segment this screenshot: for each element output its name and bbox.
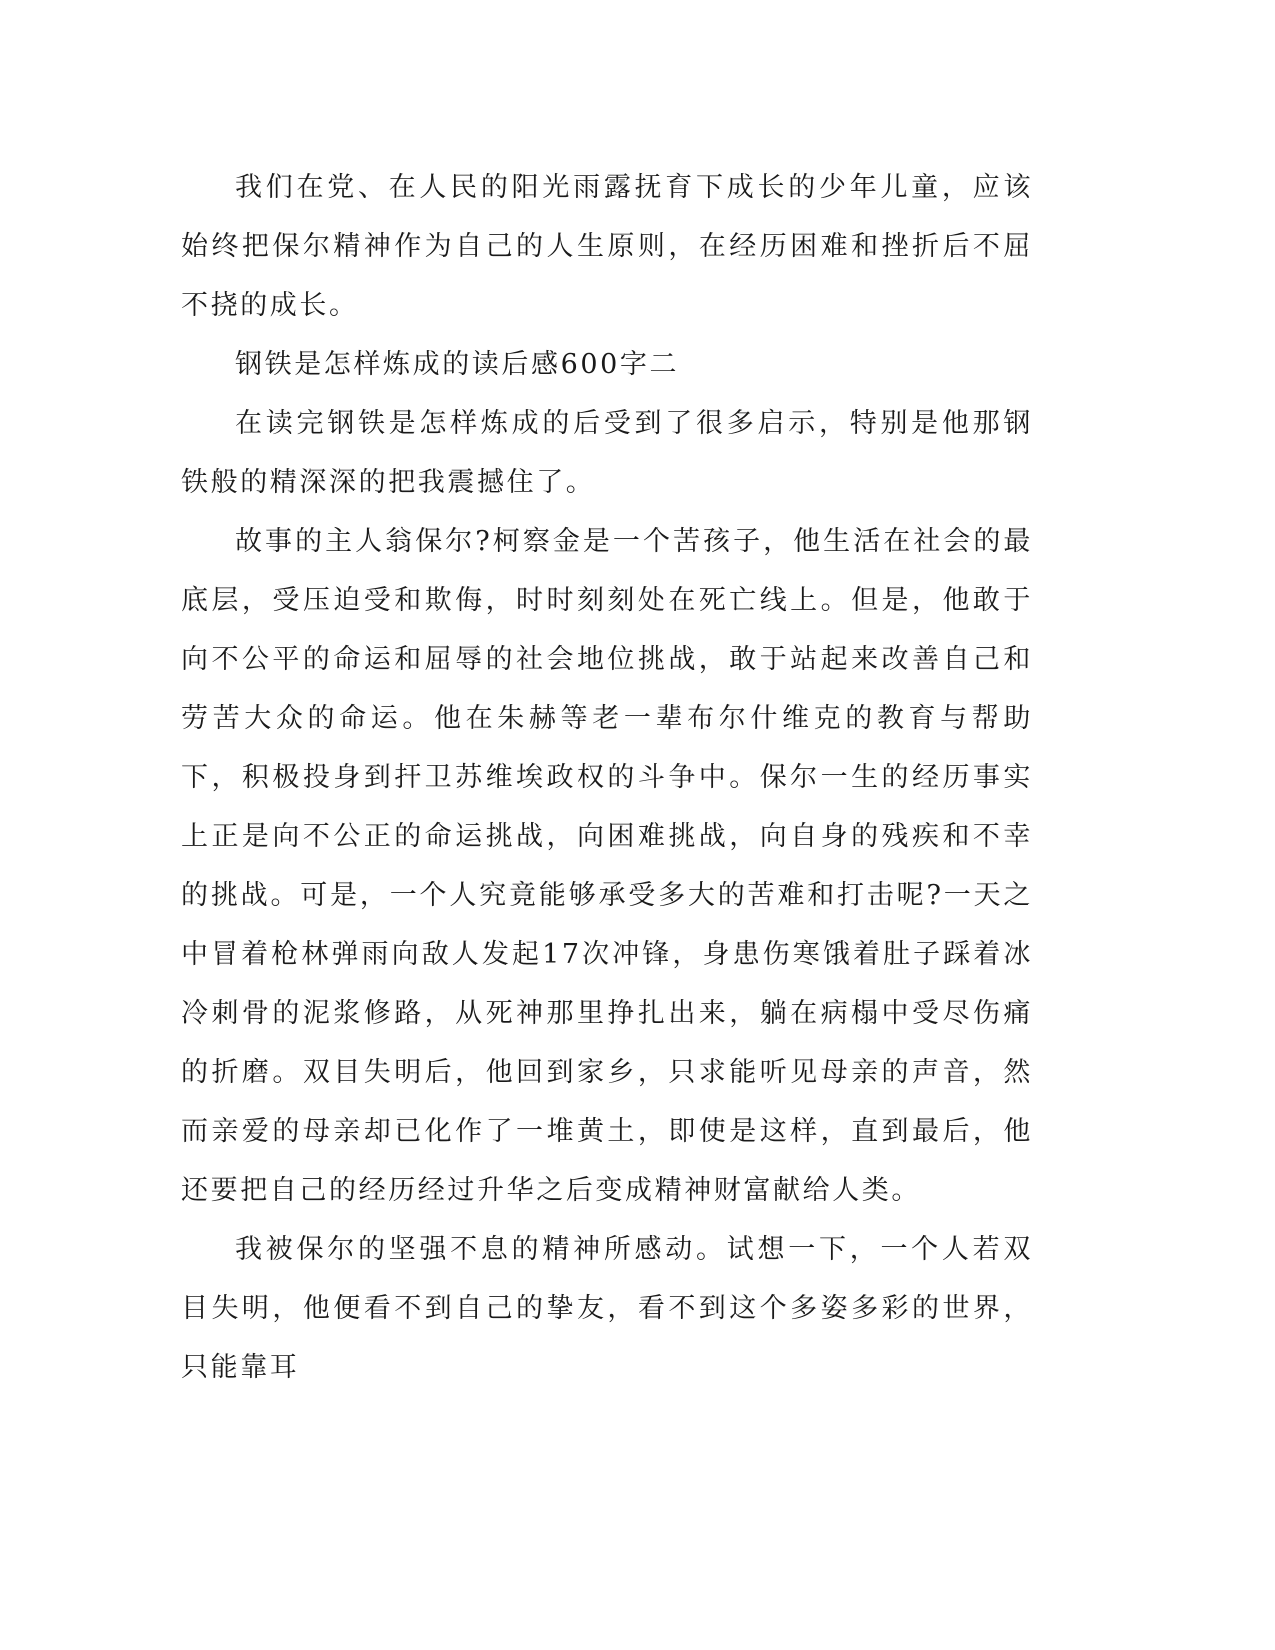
paragraph-reflection: 我被保尔的坚强不息的精神所感动。试想一下，一个人若双目失明，他便看不到自己的挚友，看不到这个多姿多彩的世界，只能靠耳 xyxy=(181,1234,1033,1383)
paragraph-intro: 在读完钢铁是怎样炼成的后受到了很多启示，特别是他那钢铁般的精深深的把我震撼住了。 xyxy=(181,408,1033,498)
paragraph-story: 故事的主人翁保尔?柯察金是一个苦孩子，他生活在社会的最底层，受压迫受和欺侮，时时刻刻处在死亡线上。但是，他敢于向不公平的命运和屈辱的社会地位挑战，敢于站起来改善自己和劳苦大众的命运。他在朱赫等老一辈布尔什维克的教育与帮助下，积极投身到扞卫苏维埃政权的斗争中。保尔一生的经历事实上正是向不公正的命运挑战，向困难挑战，向自身的残疾和不幸的挑战。可是，一个人究竟能够承受多大的苦难和打击呢?一天之中冒着枪林弹雨向敌人发起17次冲锋，身患伤寒饿着肚子踩着冰冷刺骨的泥浆修路，从死神那里挣扎出来，躺在病榻中受尽伤痛的折磨。双目失明后，他回到家乡，只求能听见母亲的声音，然而亲爱的母亲却已化作了一堆黄土，即使是这样，直到最后，他还要把自己的经历经过升华之后变成精神财富献给人类。 xyxy=(181,526,1033,1206)
document-body xyxy=(181,158,1033,1397)
section-heading: 钢铁是怎样炼成的读后感600字二 xyxy=(235,349,680,380)
paragraph-conclusion: 我们在党、在人民的阳光雨露抚育下成长的少年儿童，应该始终把保尔精神作为自己的人生原则，在经历困难和挫折后不屈不挠的成长。 xyxy=(181,172,1033,321)
